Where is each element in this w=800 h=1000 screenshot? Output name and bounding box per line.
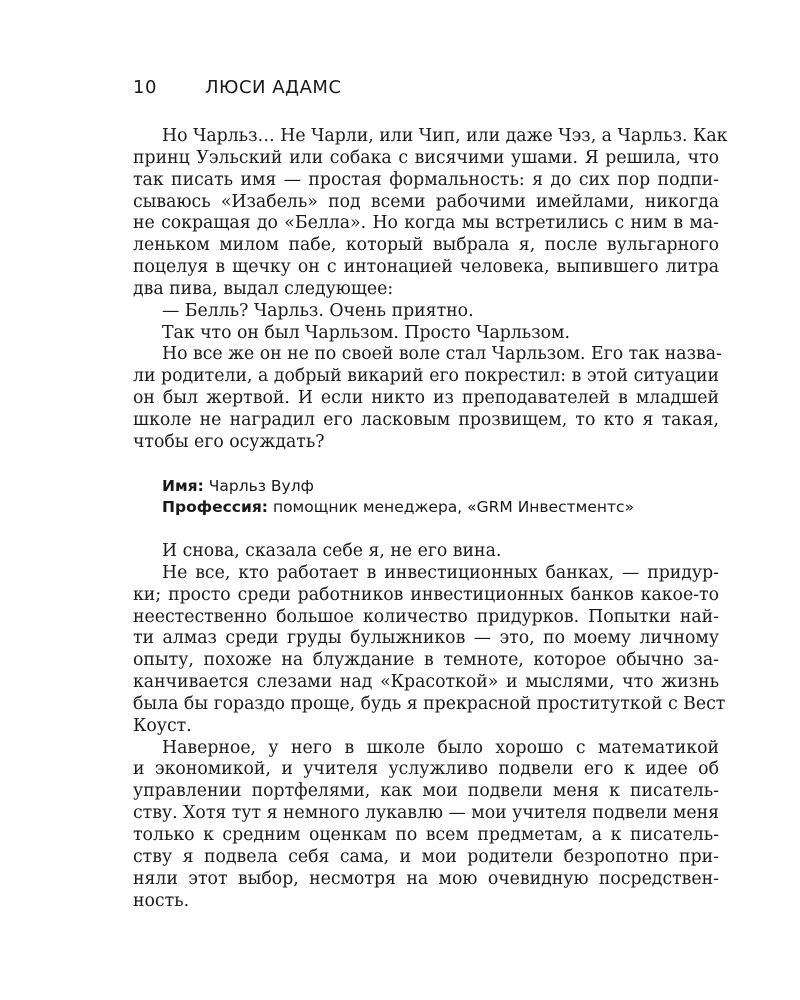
- body-text: [133, 126, 728, 912]
- profile-name-line: [133, 476, 719, 498]
- page-number: 10: [133, 77, 157, 98]
- dialogue-line: — Белль? Чарльз. Очень приятно.: [162, 300, 474, 321]
- text-line: школе не наградил его ласковым прозвищем, то кто я такая,: [133, 409, 719, 430]
- section-spacer: [133, 519, 719, 541]
- text-line: чтобы его осуждать?: [133, 431, 325, 452]
- text-line: неестественно большое количество придурков. Попытки най-: [133, 606, 719, 627]
- text-line: ству я подвела себя сама, и мои родители безропотно при-: [133, 846, 719, 867]
- text-line: Коуст.: [133, 715, 192, 736]
- text-line: так писать имя — простая формальность: я до сих пор подпи-: [133, 169, 719, 190]
- profile-profession-label: Профессия:: [162, 498, 268, 517]
- text-line: Но все же он не по своей воле стал Чарльзом. Его так назва-: [162, 344, 722, 365]
- text-line: Наверное, у него в школе было хорошо с математикой: [162, 737, 719, 758]
- text-line: и экономикой, и учителя услужливо подвели его к идее об: [133, 759, 719, 780]
- profile-name-value: Чарльз Вулф: [208, 476, 314, 495]
- profile-name-label: Имя:: [162, 476, 204, 495]
- text-line: была бы гораздо проще, будь я прекрасной проституткой с Вест: [133, 693, 726, 714]
- text-line: только к средним оценкам по всем предметам, а к писатель-: [133, 825, 719, 845]
- text-line: ки; просто среди работников инвестиционных банков какое-то: [133, 584, 719, 605]
- author-name: ЛЮСИ АДАМС: [205, 77, 342, 98]
- text-line: ли родители, а добрый викарий его покрестил: в этой ситуации: [133, 366, 719, 387]
- text-line: Но Чарльз… Не Чарли, или Чип, или даже Чэз, а Чарльз. Как: [162, 126, 728, 146]
- text-line: два пива, выдал следующее:: [133, 278, 394, 299]
- text-line: опыту, похоже на блуждание в темноте, которое обычно за-: [133, 650, 719, 671]
- text-line: поцелуя в щечку он с интонацией человека, выпившего литра: [133, 257, 719, 278]
- profile-profession-line: [133, 497, 719, 519]
- profile-profession-value: помощник менеджера, «GRM Инвестментс»: [272, 498, 635, 517]
- text-line: канчивается слезами над «Красоткой» и мыслями, что жизнь: [133, 672, 719, 693]
- text-line: принц Уэльский или собака с висячими ушами. Я решила, что: [133, 147, 719, 168]
- text-line: ству. Хотя тут я немного лукавлю — мои учителя подвели меня: [133, 803, 720, 824]
- text-line: сываюсь «Изабель» под всеми рабочими имейлами, никогда: [133, 191, 719, 212]
- section-spacer: [133, 454, 719, 476]
- text-line: ность.: [133, 890, 190, 911]
- text-line: Так что он был Чарльзом. Просто Чарльзом.: [162, 322, 570, 343]
- text-line: Не все, кто работает в инвестиционных банках, — придур-: [162, 562, 719, 583]
- text-line: И снова, сказала себе я, не его вина.: [162, 541, 502, 562]
- text-line: няли этот выбор, несмотря на мою очевидную посредствен-: [133, 868, 719, 889]
- text-line: он был жертвой. И если никто из преподавателей в младшей: [133, 388, 719, 409]
- text-line: управлении портфелями, как мои подвели меня к писатель-: [133, 781, 719, 802]
- text-line: ти алмаз среди груды булыжников — это, по моему личному: [133, 628, 719, 649]
- text-line: леньком милом пабе, который выбрала я, после вульгарного: [133, 235, 719, 256]
- text-line: не сокращая до «Белла». Но когда мы встретились с ним в ма-: [133, 213, 719, 234]
